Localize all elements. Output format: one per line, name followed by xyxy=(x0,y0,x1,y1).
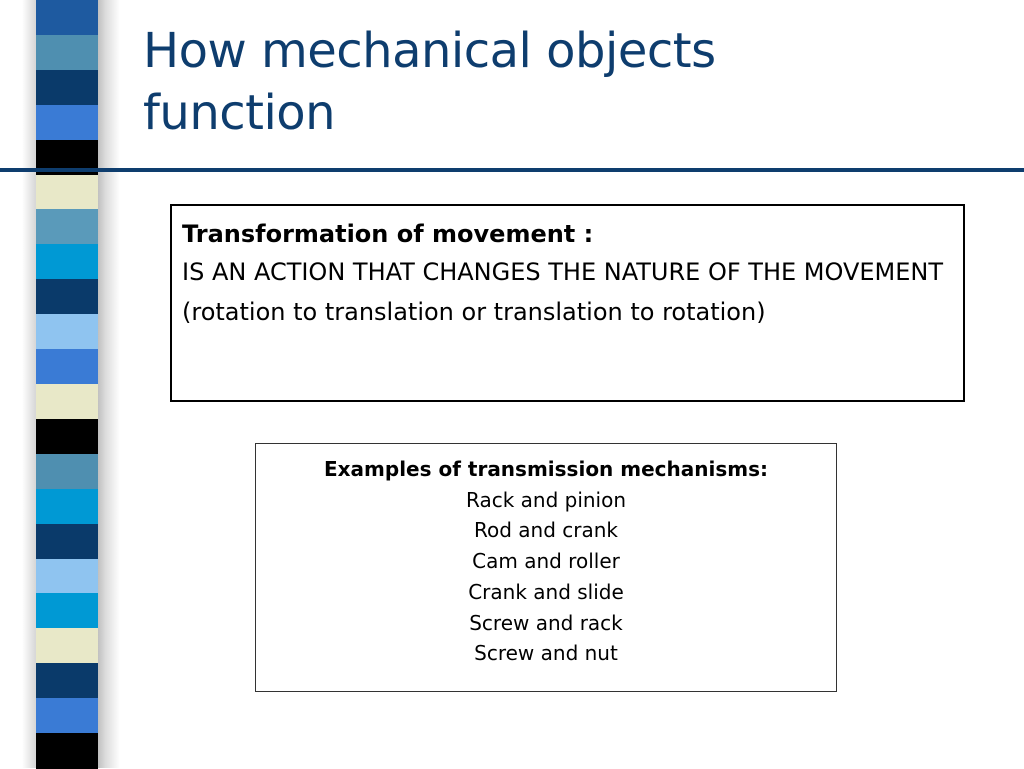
stripe-segment xyxy=(36,175,98,211)
stripe-segment xyxy=(36,524,98,560)
stripe-segment xyxy=(36,559,98,595)
stripe-segment xyxy=(36,105,98,141)
stripe-segment xyxy=(36,733,98,769)
slide-title xyxy=(143,20,1003,144)
definition-box xyxy=(170,204,965,402)
stripe-segment xyxy=(36,279,98,315)
definition-heading: Transformation of movement : xyxy=(182,220,594,248)
stripe-segment xyxy=(36,419,98,455)
stripe-segment xyxy=(36,384,98,420)
stripe-segment xyxy=(36,244,98,280)
stripe-shadow-left xyxy=(22,0,36,768)
stripe-segment xyxy=(36,698,98,734)
decorative-stripe xyxy=(36,0,98,768)
example-item: Rod and crank xyxy=(473,518,618,543)
stripe-segment xyxy=(36,70,98,106)
stripe-segment xyxy=(36,35,98,71)
stripe-segment xyxy=(36,663,98,699)
slide-title-line-2: function xyxy=(143,85,336,141)
examples-heading: Examples of transmission mechanisms: xyxy=(323,457,768,481)
stripe-segment xyxy=(36,314,98,350)
stripe-segment xyxy=(36,209,98,245)
definition-text: IS AN ACTION THAT CHANGES THE NATURE OF THE MOVEMENT (rotation to translation or translation to rotation) xyxy=(182,258,944,326)
stripe-segment xyxy=(36,489,98,525)
example-item: Screw and nut xyxy=(474,641,618,666)
stripe-shadow-right xyxy=(96,0,120,768)
example-item: Rack and pinion xyxy=(465,487,627,512)
title-divider xyxy=(0,168,1024,172)
example-item: Crank and slide xyxy=(468,579,624,604)
stripe-segment xyxy=(36,454,98,490)
example-item: Cam and roller xyxy=(472,549,620,574)
stripe-segment xyxy=(36,593,98,629)
examples-box xyxy=(255,443,837,692)
stripe-segment xyxy=(36,349,98,385)
slide-title-line-1: How mechanical objects xyxy=(143,23,716,79)
example-item: Screw and rack xyxy=(469,610,623,635)
stripe-segment xyxy=(36,628,98,664)
stripe-segment xyxy=(36,0,98,36)
